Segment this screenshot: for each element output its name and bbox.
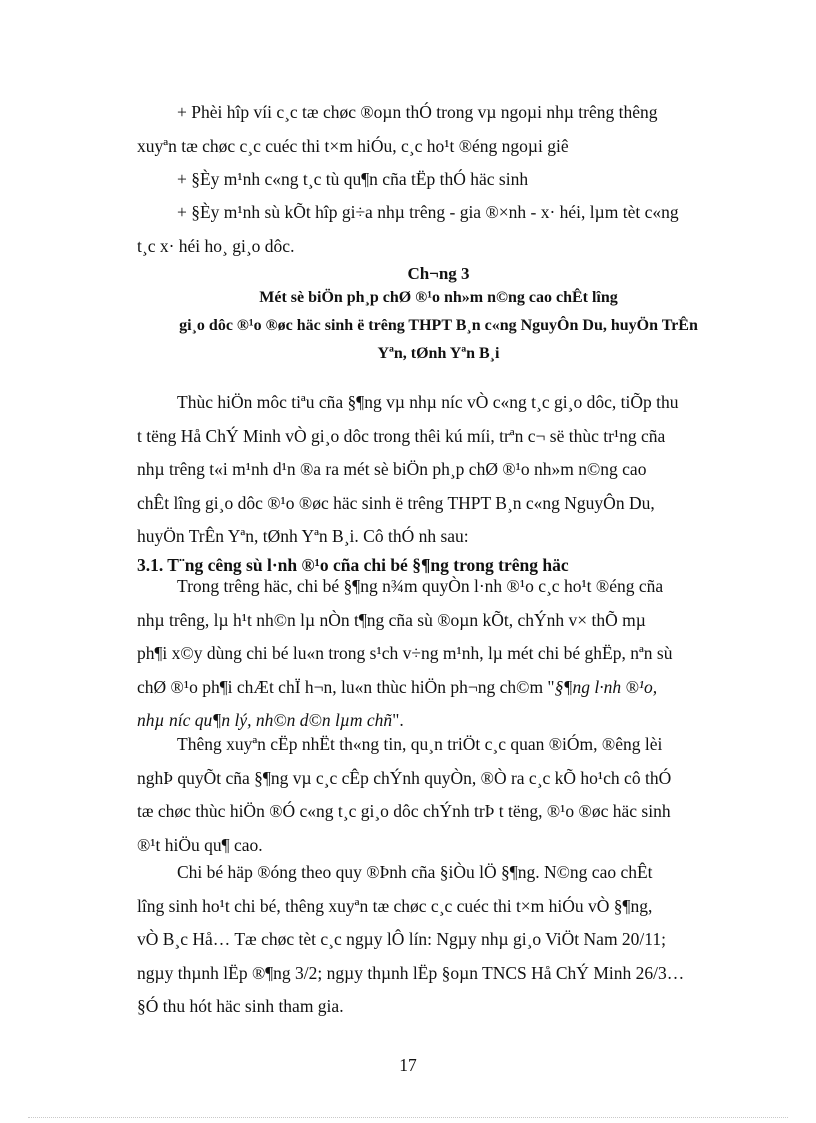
section-paragraph-leadership (137, 570, 740, 738)
section-paragraph-updates (137, 728, 740, 862)
text-line: tæ chøc thùc hiÖn ®Ó c«ng t¸c gi¸o dôc chÝnh trÞ t tëng, ®¹o ®øc häc sinh (137, 801, 671, 821)
text-line: vÒ B¸c Hå… Tæ chøc tèt c¸c ngµy lÔ lín: Ngµy nhµ gi¸o ViÖt Nam 20/11; (137, 929, 667, 949)
text-line: + §Èy m¹nh sù kÕt hîp gi÷a nhµ trêng - gia ®×nh - x· héi, lµm tèt c«ng (177, 202, 679, 222)
text-line: nghÞ quyÕt cña §¶ng vµ c¸c cÊp chÝnh quyÒn, ®Ò ra c¸c kÕ ho¹ch cô thÓ (137, 767, 672, 788)
chapter-number: Ch¬ng 3 (407, 264, 470, 283)
section-heading: 3.1. T¨ng cêng sù l·nh ®¹o cña chi bé §¶ng trong trêng häc (137, 555, 569, 575)
text-line: huyÖn TrÊn Yªn, tØnh Yªn B¸i. Cô thÓ nh sau: (137, 526, 469, 546)
list-item-coordination (137, 96, 740, 163)
list-item-socialization (137, 196, 740, 263)
text-run: chØ ®¹o ph¶i chÆt chÏ h¬n, lu«n thùc hiÖn ph¬ng ch©m " (137, 676, 555, 697)
text-line: Chi bé häp ®óng theo quy ®Þnh cña §iÒu lÖ §¶ng. N©ng cao chÊt (177, 862, 653, 882)
italic-text: §¶ng l·nh ®¹o, (554, 676, 658, 697)
text-line: ®¹t hiÖu qu¶ cao. (137, 834, 263, 855)
page-bottom-divider (28, 1117, 788, 1118)
italic-text: nhµ níc qu¶n lý, nh©n d©n lµm chñ (137, 710, 393, 730)
page-number: 17 (399, 1055, 417, 1075)
text-line: t tëng Hå ChÝ Minh vÒ gi¸o dôc trong thêi kú míi, trªn c¬ së thùc tr¹ng cña (137, 425, 666, 446)
text-line: t¸c x· héi ho¸ gi¸o dôc. (137, 235, 295, 256)
text-run: ". (392, 710, 404, 730)
list-item-self-management (137, 163, 740, 197)
text-line: ph¶i x©y dùng chi bé lu«n trong s¹ch v÷ng m¹nh, lµ mét chi bé ghËp, nªn sù (137, 643, 673, 663)
section-paragraph-meetings (137, 856, 740, 1024)
chapter-title (137, 284, 740, 368)
text-line: nhµ trêng t«i m¹nh d¹n ®a ra mét sè biÖn ph¸p chØ ®¹o nh»m n©ng cao (137, 459, 647, 479)
text-line: + §Èy m¹nh c«ng t¸c tù qu¶n cña tËp thÓ häc sinh (177, 169, 529, 189)
text-line (137, 671, 740, 705)
text-line: xuyªn tæ chøc c¸c cuéc thi t×m hiÓu, c¸c ho¹t ®éng ngoµi giê (137, 135, 569, 156)
text-line: §Ó thu hót häc sinh tham gia. (137, 996, 344, 1016)
text-line: Thùc hiÖn môc tiªu cña §¶ng vµ nhµ níc vÒ c«ng t¸c gi¸o dôc, tiÕp thu (177, 392, 679, 412)
chapter-title-line: Yªn, tØnh Yªn B¸i (377, 345, 500, 362)
text-line: + Phèi hîp víi c¸c tæ chøc ®oµn thÓ trong vµ ngoµi nhµ trêng thêng (177, 102, 658, 122)
text-line: lîng sinh ho¹t chi bé, thêng xuyªn tæ chøc c¸c cuéc thi t×m hiÓu vÒ §¶ng, (137, 895, 653, 916)
chapter-title-line: gi¸o dôc ®¹o ®øc häc sinh ë trêng THPT B¸n c«ng NguyÔn Du, huyÖn TrÊn (179, 317, 698, 334)
text-line: chÊt lîng gi¸o dôc ®¹o ®øc häc sinh ë trêng THPT B¸n c«ng NguyÔn Du, (137, 492, 655, 513)
text-line: ngµy thµnh lËp ®¶ng 3/2; ngµy thµnh lËp §oµn TNCS Hå ChÝ Minh 26/3… (137, 962, 685, 983)
intro-paragraph (137, 386, 740, 554)
text-line: Thêng xuyªn cËp nhËt th«ng tin, qu¸n triÖt c¸c quan ®iÓm, ®êng lèi (177, 734, 663, 754)
chapter-title-line: Mét sè biÖn ph¸p chØ ®¹o nh»m n©ng cao chÊt lîng (259, 289, 618, 306)
text-line: Trong trêng häc, chi bé §¶ng n¾m quyÒn l·nh ®¹o c¸c ho¹t ®éng cña (177, 576, 664, 596)
text-line: nhµ trêng, lµ h¹t nh©n lµ nÒn t¶ng cña sù ®oµn kÕt, chÝnh v× thÕ mµ (137, 609, 646, 630)
